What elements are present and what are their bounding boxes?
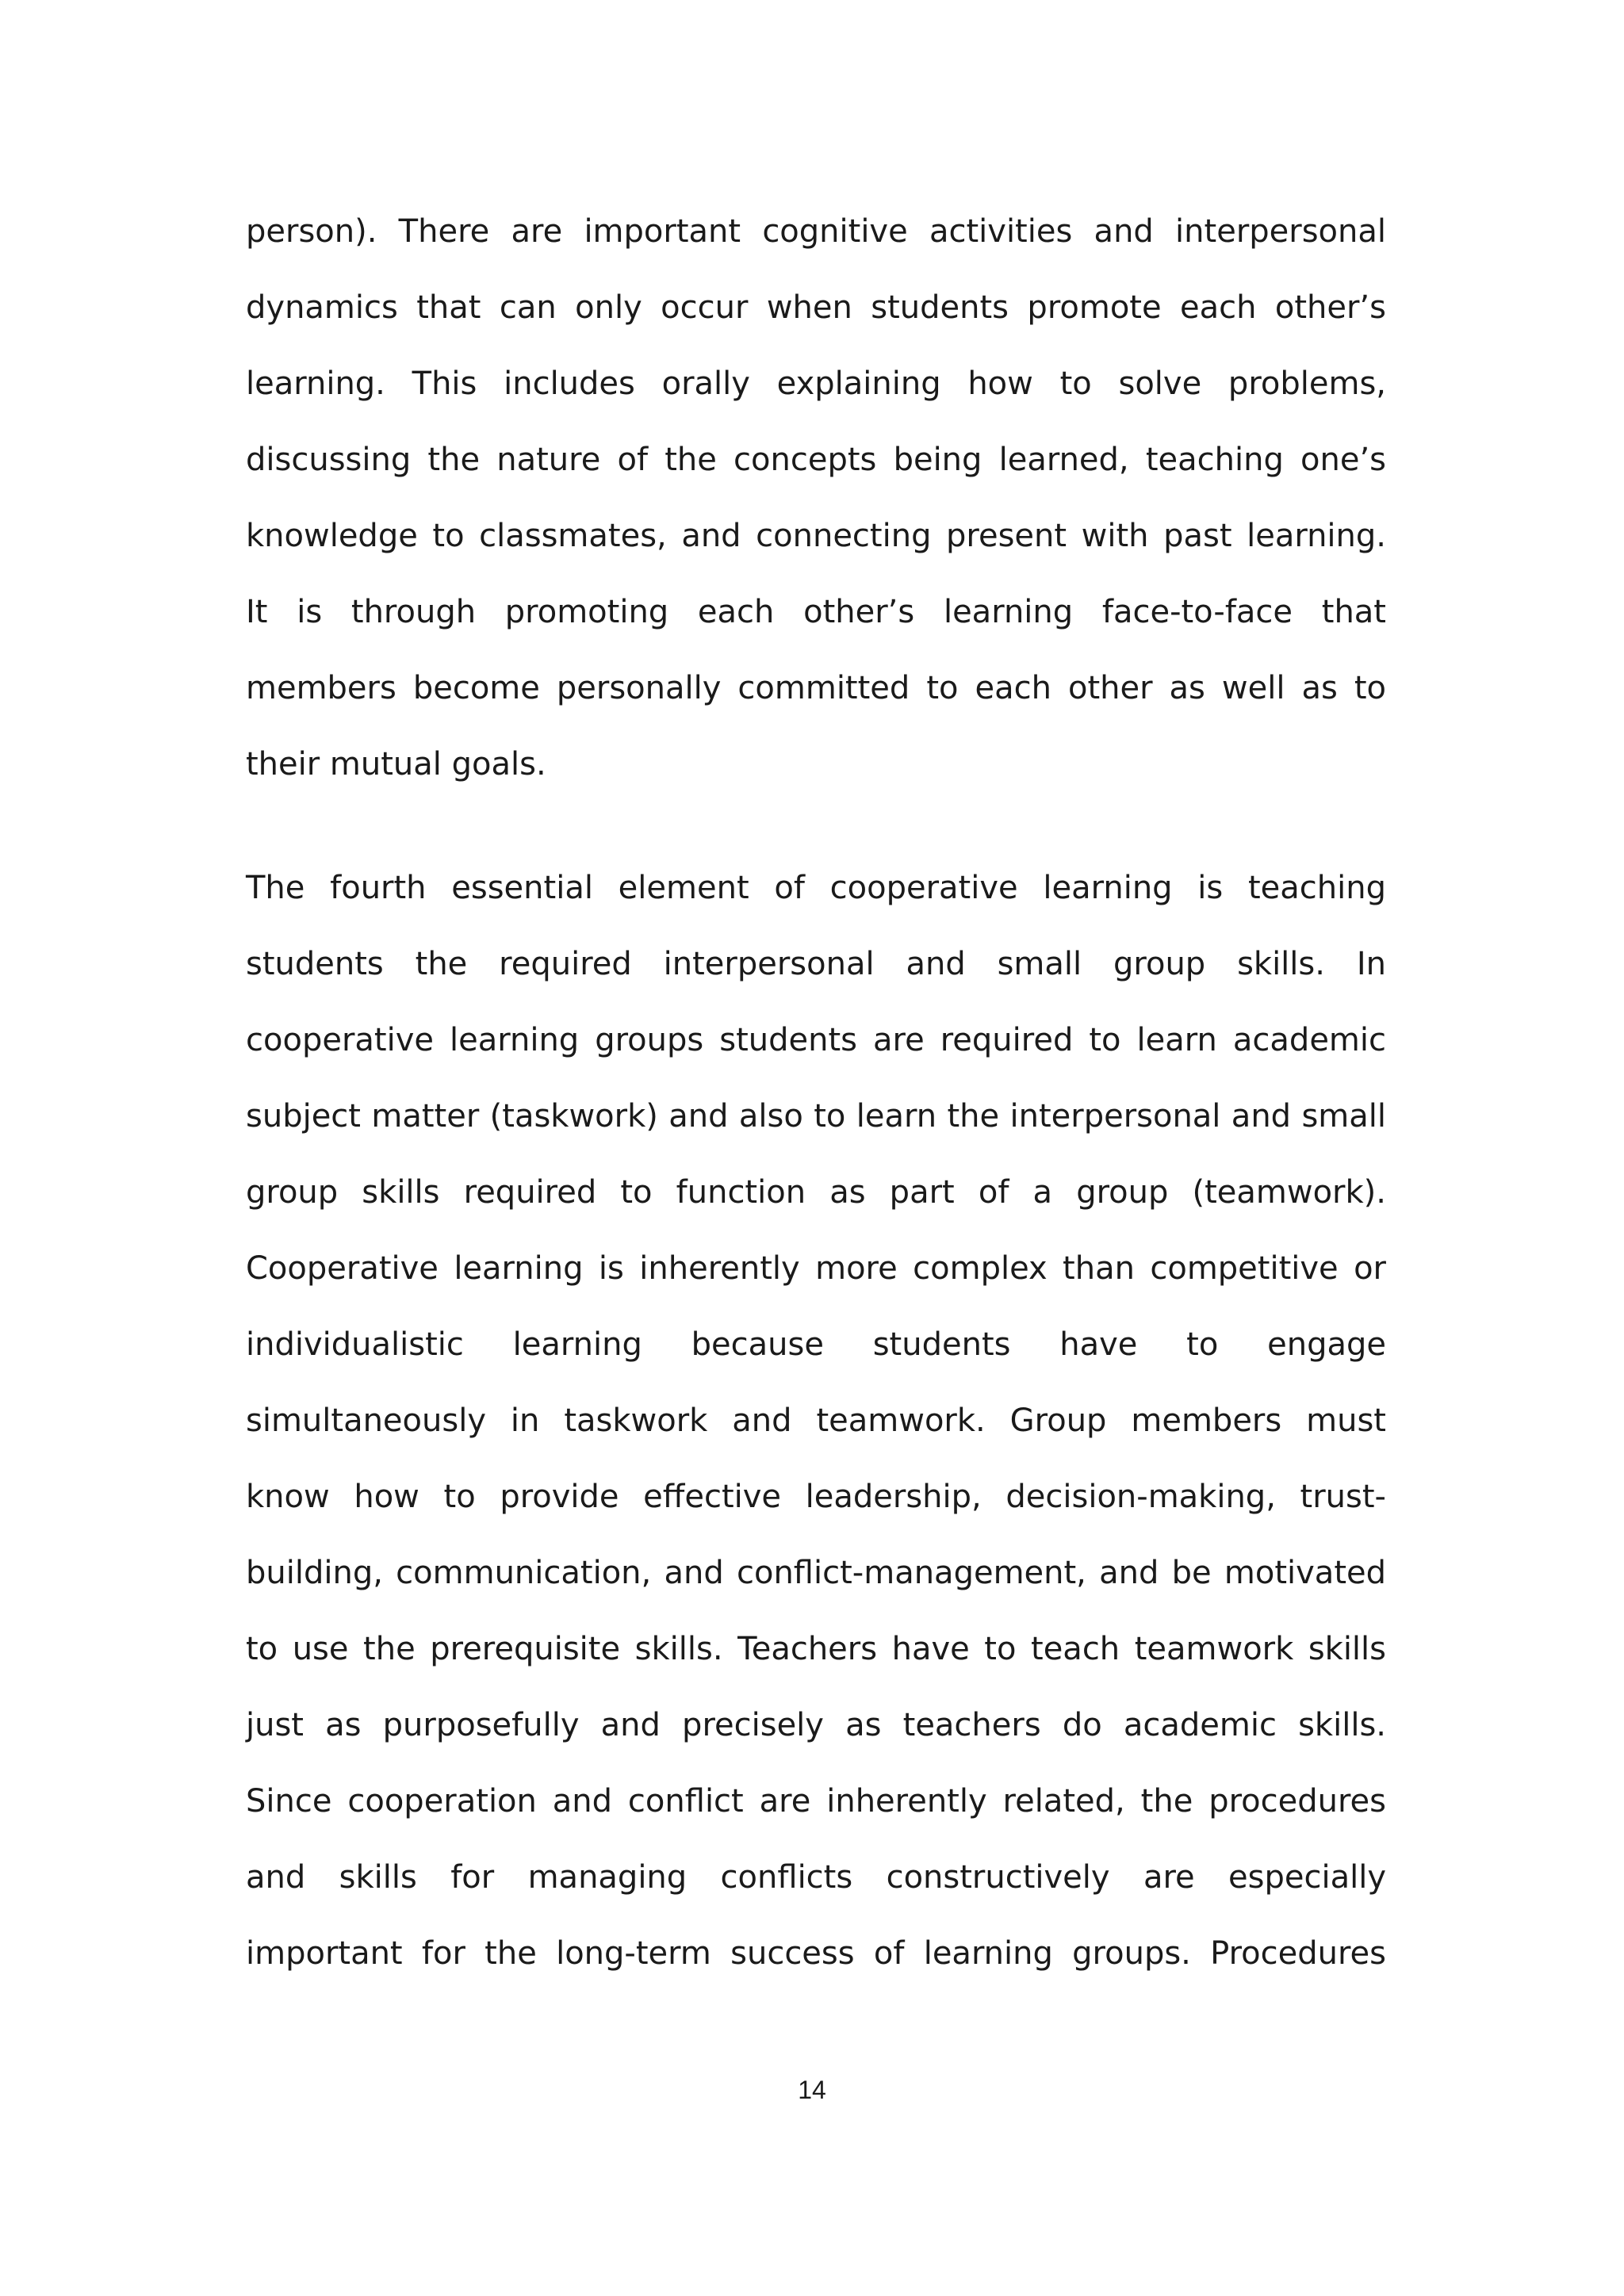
paragraph-line: It is through promoting each other’s learning face-to-face that: [246, 594, 1386, 630]
paragraph-line: person). There are important cognitive activities and interpersonal: [246, 213, 1386, 250]
paragraph-line: individualistic learning because students have to engage: [246, 1326, 1386, 1363]
paragraph-line: discussing the nature of the concepts being learned, teaching one’s: [246, 442, 1386, 478]
paragraph-line: Cooperative learning is inherently more complex than competitive or: [246, 1250, 1386, 1287]
paragraph-1: [246, 208, 1386, 783]
paragraph-line: subject matter (taskwork) and also to learn the interpersonal and small: [246, 1098, 1386, 1135]
paragraph-line: to use the prerequisite skills. Teachers have to teach teamwork skills: [246, 1631, 1386, 1667]
paragraph-line: their mutual goals.: [246, 746, 546, 783]
paragraph-line: simultaneously in taskwork and teamwork. Group members must: [246, 1402, 1386, 1439]
paragraph-line: building, communication, and conflict-management, and be motivated: [246, 1555, 1386, 1591]
paragraph-line: important for the long-term success of learning groups. Procedures: [246, 1935, 1386, 1972]
paragraph-line: students the required interpersonal and small group skills. In: [246, 946, 1386, 982]
paragraph-line: cooperative learning groups students are required to learn academic: [246, 1022, 1386, 1058]
paragraph-line: just as purposefully and precisely as teachers do academic skills.: [246, 1707, 1386, 1743]
paragraph-line: knowledge to classmates, and connecting present with past learning.: [246, 518, 1386, 554]
paragraph-line: The fourth essential element of cooperative learning is teaching: [246, 870, 1386, 906]
paragraph-line: members become personally committed to each other as well as to: [246, 670, 1386, 706]
page-number: 14: [798, 2076, 826, 2104]
paragraph-line: learning. This includes orally explaining how to solve problems,: [246, 365, 1386, 402]
paragraph-line: Since cooperation and conflict are inherently related, the procedures: [246, 1783, 1386, 1820]
paragraph-line: dynamics that can only occur when students promote each other’s: [246, 289, 1386, 326]
paragraph-line: group skills required to function as part of a group (teamwork).: [246, 1174, 1386, 1211]
paragraph-line: and skills for managing conflicts constructively are especially: [246, 1859, 1386, 1896]
paragraph-2: [246, 864, 1386, 1974]
paragraph-line: know how to provide effective leadership, decision-making, trust-: [246, 1479, 1386, 1515]
